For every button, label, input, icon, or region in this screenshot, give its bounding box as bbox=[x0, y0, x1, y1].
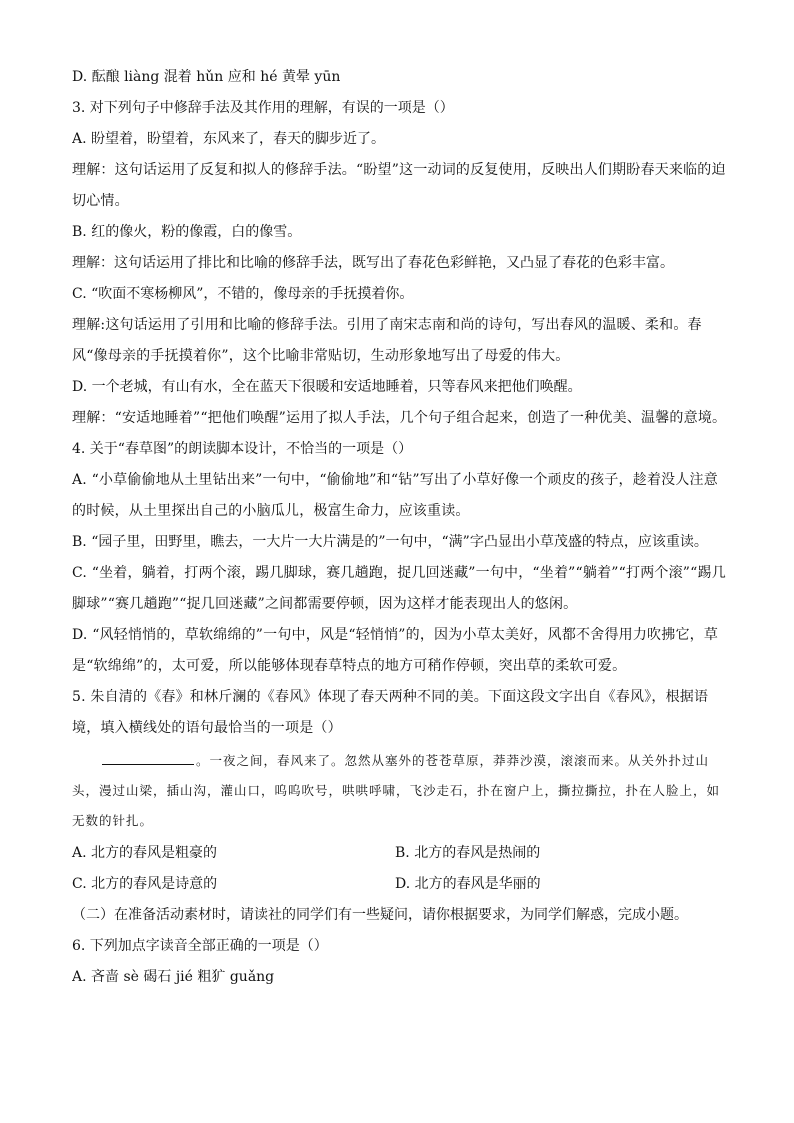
q3-option-b-explanation: 理解：这句话运用了排比和比喻的修辞手法，既写出了春花色彩鲜艳，又凸显了春花的色彩丰富。 bbox=[72, 255, 674, 271]
q5-option-b: B. 北方的春风是热闹的 bbox=[395, 845, 541, 861]
section-2-intro: （二）在准备活动素材时，请读社的同学们有一些疑问，请你根据要求，为同学们解惑，完成小题。 bbox=[72, 907, 688, 923]
q4-stem: 4. 关于“春草图”的朗读脚本设计，不恰当的一项是（） bbox=[72, 441, 413, 457]
document-page bbox=[72, 62, 732, 993]
q6-option-a: A. 吝啬 sè 碣石 jié 粗犷 guǎng bbox=[72, 969, 275, 985]
q3-option-b: B. 红的像火，粉的像霞，白的像雪。 bbox=[72, 224, 302, 240]
q3-option-d-explanation: 理解：“安适地睡着”“把他们唤醒”运用了拟人手法，几个句子组合起来，创造了一种优美、温馨的意境。 bbox=[72, 410, 727, 426]
q3-option-d: D. 一个老城，有山有水，全在蓝天下很暖和安适地睡着，只等春风来把他们唤醒。 bbox=[72, 379, 582, 395]
q5-options-row-1 bbox=[72, 838, 732, 869]
q4-option-a: A. “小草偷偷地从土里钻出来”一句中，“偷偷地”和“钻”写出了小草好像一个顽皮的孩子，趁着没人注意的时候，从土里探出自己的小脑瓜儿，极富生命力，应该重读。 bbox=[72, 472, 718, 519]
q5-passage-text: 。一夜之间，春风来了。忽然从塞外的苍苍草原，莽莽沙漠，滚滚而来。从关外扑过山头，漫过山梁，插山沟，灌山口，呜呜吹号，哄哄呼啸，飞沙走石，扑在窗户上，撕拉撕拉，扑在人脸上，如无数的针扎。 bbox=[72, 753, 721, 828]
q6-stem: 6. 下列加点字读音全部正确的一项是（） bbox=[72, 938, 328, 954]
q3-option-a-explanation: 理解：这句话运用了反复和拟人的修辞手法。“盼望”这一动词的反复使用，反映出人们期盼春天来临的迫切心情。 bbox=[72, 162, 726, 209]
q4-option-c: C. “坐着，躺着，打两个滚，踢几脚球，赛几趟跑，捉几回迷藏”一句中，“坐着”“躺着”“打两个滚”“踢几脚球”“赛几趟跑”“捉几回迷藏”之间都需要停顿，因为这样才能表现出人的悠闲。 bbox=[72, 565, 726, 612]
q5-options-row-2 bbox=[72, 869, 732, 900]
q3-option-a: A. 盼望着，盼望着，东风来了，春天的脚步近了。 bbox=[72, 131, 386, 147]
q4-option-b: B. “园子里，田野里，瞧去，一大片一大片满是的”一句中，“满”字凸显出小草茂盛的特点，应该重读。 bbox=[72, 534, 708, 550]
q4-option-d: D. “风轻悄悄的，草软绵绵的”一句中，风是“轻悄悄”的，因为小草太美好，风都不舍得用力吹拂它，草是“软绵绵”的，太可爱，所以能够体现春草特点的地方可稍作停顿，突出草的柔软可爱。 bbox=[72, 627, 719, 674]
q5-option-a: A. 北方的春风是粗豪的 bbox=[72, 845, 218, 861]
q3-option-c-explanation: 理解:这句话运用了引用和比喻的修辞手法。引用了南宋志南和尚的诗句，写出春风的温暖、柔和。春风“像母亲的手抚摸着你”，这个比喻非常贴切，生动形象地写出了母爱的伟大。 bbox=[72, 317, 702, 364]
fill-in-blank bbox=[102, 750, 194, 765]
q5-option-d: D. 北方的春风是华丽的 bbox=[395, 876, 541, 892]
q5-stem: 5. 朱自清的《春》和林斤澜的《春风》体现了春天两种不同的美。下面这段文字出自《春风》，根据语境，填入横线处的语句最恰当的一项是（） bbox=[72, 689, 709, 736]
q5-option-c: C. 北方的春风是诗意的 bbox=[72, 876, 218, 892]
q5-passage bbox=[72, 746, 732, 836]
q2-option-d: D. 酝酿 liàng 混着 hǔn 应和 hé 黄晕 yūn bbox=[72, 69, 341, 85]
q3-option-c: C. “吹面不寒杨柳风”，不错的，像母亲的手抚摸着你。 bbox=[72, 286, 414, 302]
q3-stem: 3. 对下列句子中修辞手法及其作用的理解，有误的一项是（） bbox=[72, 100, 454, 116]
